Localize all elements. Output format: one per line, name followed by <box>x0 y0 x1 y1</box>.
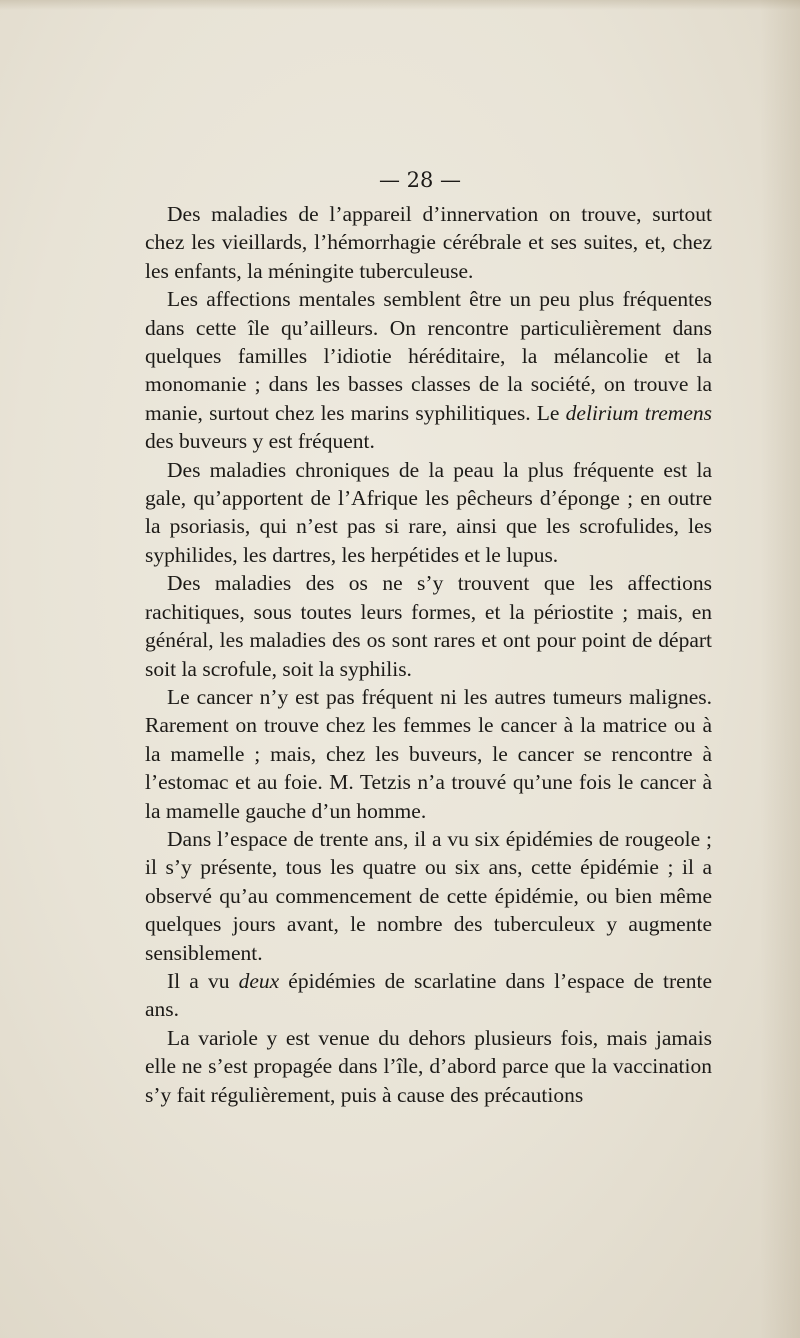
italic-term: delirium tremens <box>565 400 712 425</box>
paragraph-smallpox: La variole y est venue du dehors plusieurs fois, mais jamais elle ne s’est propagée dans l’île, d’abord parce que la vaccination s’y fait régulièrement, puis à cause des précautions <box>145 1025 712 1107</box>
page-number: — 28 — <box>378 168 462 192</box>
paragraph-cancer: Le cancer n’y est pas fréquent ni les autres tumeurs malignes. Rarement on trouve chez les femmes le cancer à la matrice ou à la mamelle ; mais, chez les buveurs, le cancer se rencontre à l’estomac et au foie. M. Tetzis n’a trouvé qu’une fois le cancer à la mamelle gauche d’un homme. <box>145 684 712 823</box>
paragraph-measles: Dans l’espace de trente ans, il a vu six épidémies de rougeole ; il s’y présente, tous les quatre ou six ans, cette épidémie ; il a observé qu’au commencement de cette épidémie, ou bien même quelques jours avant, le nombre des tuberculeux y augmente sensiblement. <box>145 826 712 965</box>
page-edge-shadow-right <box>760 0 800 1338</box>
paragraph-skin-diseases: Des maladies chroniques de la peau la plus fréquente est la gale, qu’apportent de l’Afrique les pêcheurs d’éponge ; en outre la psoriasis, qui n’est pas si rare, ainsi que les scrofulides, les syphilides, les dartres, les herpétides et le lupus. <box>145 457 712 567</box>
italic-term: deux <box>238 968 280 993</box>
paragraph-mental-affections: Les affections mentales semblent être un peu plus fréquentes dans cette île qu’ailleurs. On rencontre particulièrement dans quelques familles l’idiotie héréditaire, la mélancolie et la monomanie ; dans les basses classes de la société, on trouve la manie, surtout chez les marins syphilitiques. Le delirium tremens des buveurs y est fréquent. <box>145 287 712 454</box>
body-text <box>145 200 712 1109</box>
paragraph-bone-diseases: Des maladies des os ne s’y trouvent que les affections rachitiques, sous toutes leurs formes, et la périostite ; mais, en général, les maladies des os sont rares et ont pour point de départ soit la scrofule, soit la syphilis. <box>145 571 712 681</box>
paragraph-nervous-diseases: Des maladies de l’appareil d’innervation on trouve, surtout chez les vieillards, l’hémorrhagie cérébrale et ses suites, et, chez les enfants, la méningite tuberculeuse. <box>145 202 712 283</box>
page-edge-shadow-top <box>0 0 800 10</box>
paragraph-scarlet-fever: Il a vu deux épidémies de scarlatine dans l’espace de trente ans. <box>145 968 712 1022</box>
